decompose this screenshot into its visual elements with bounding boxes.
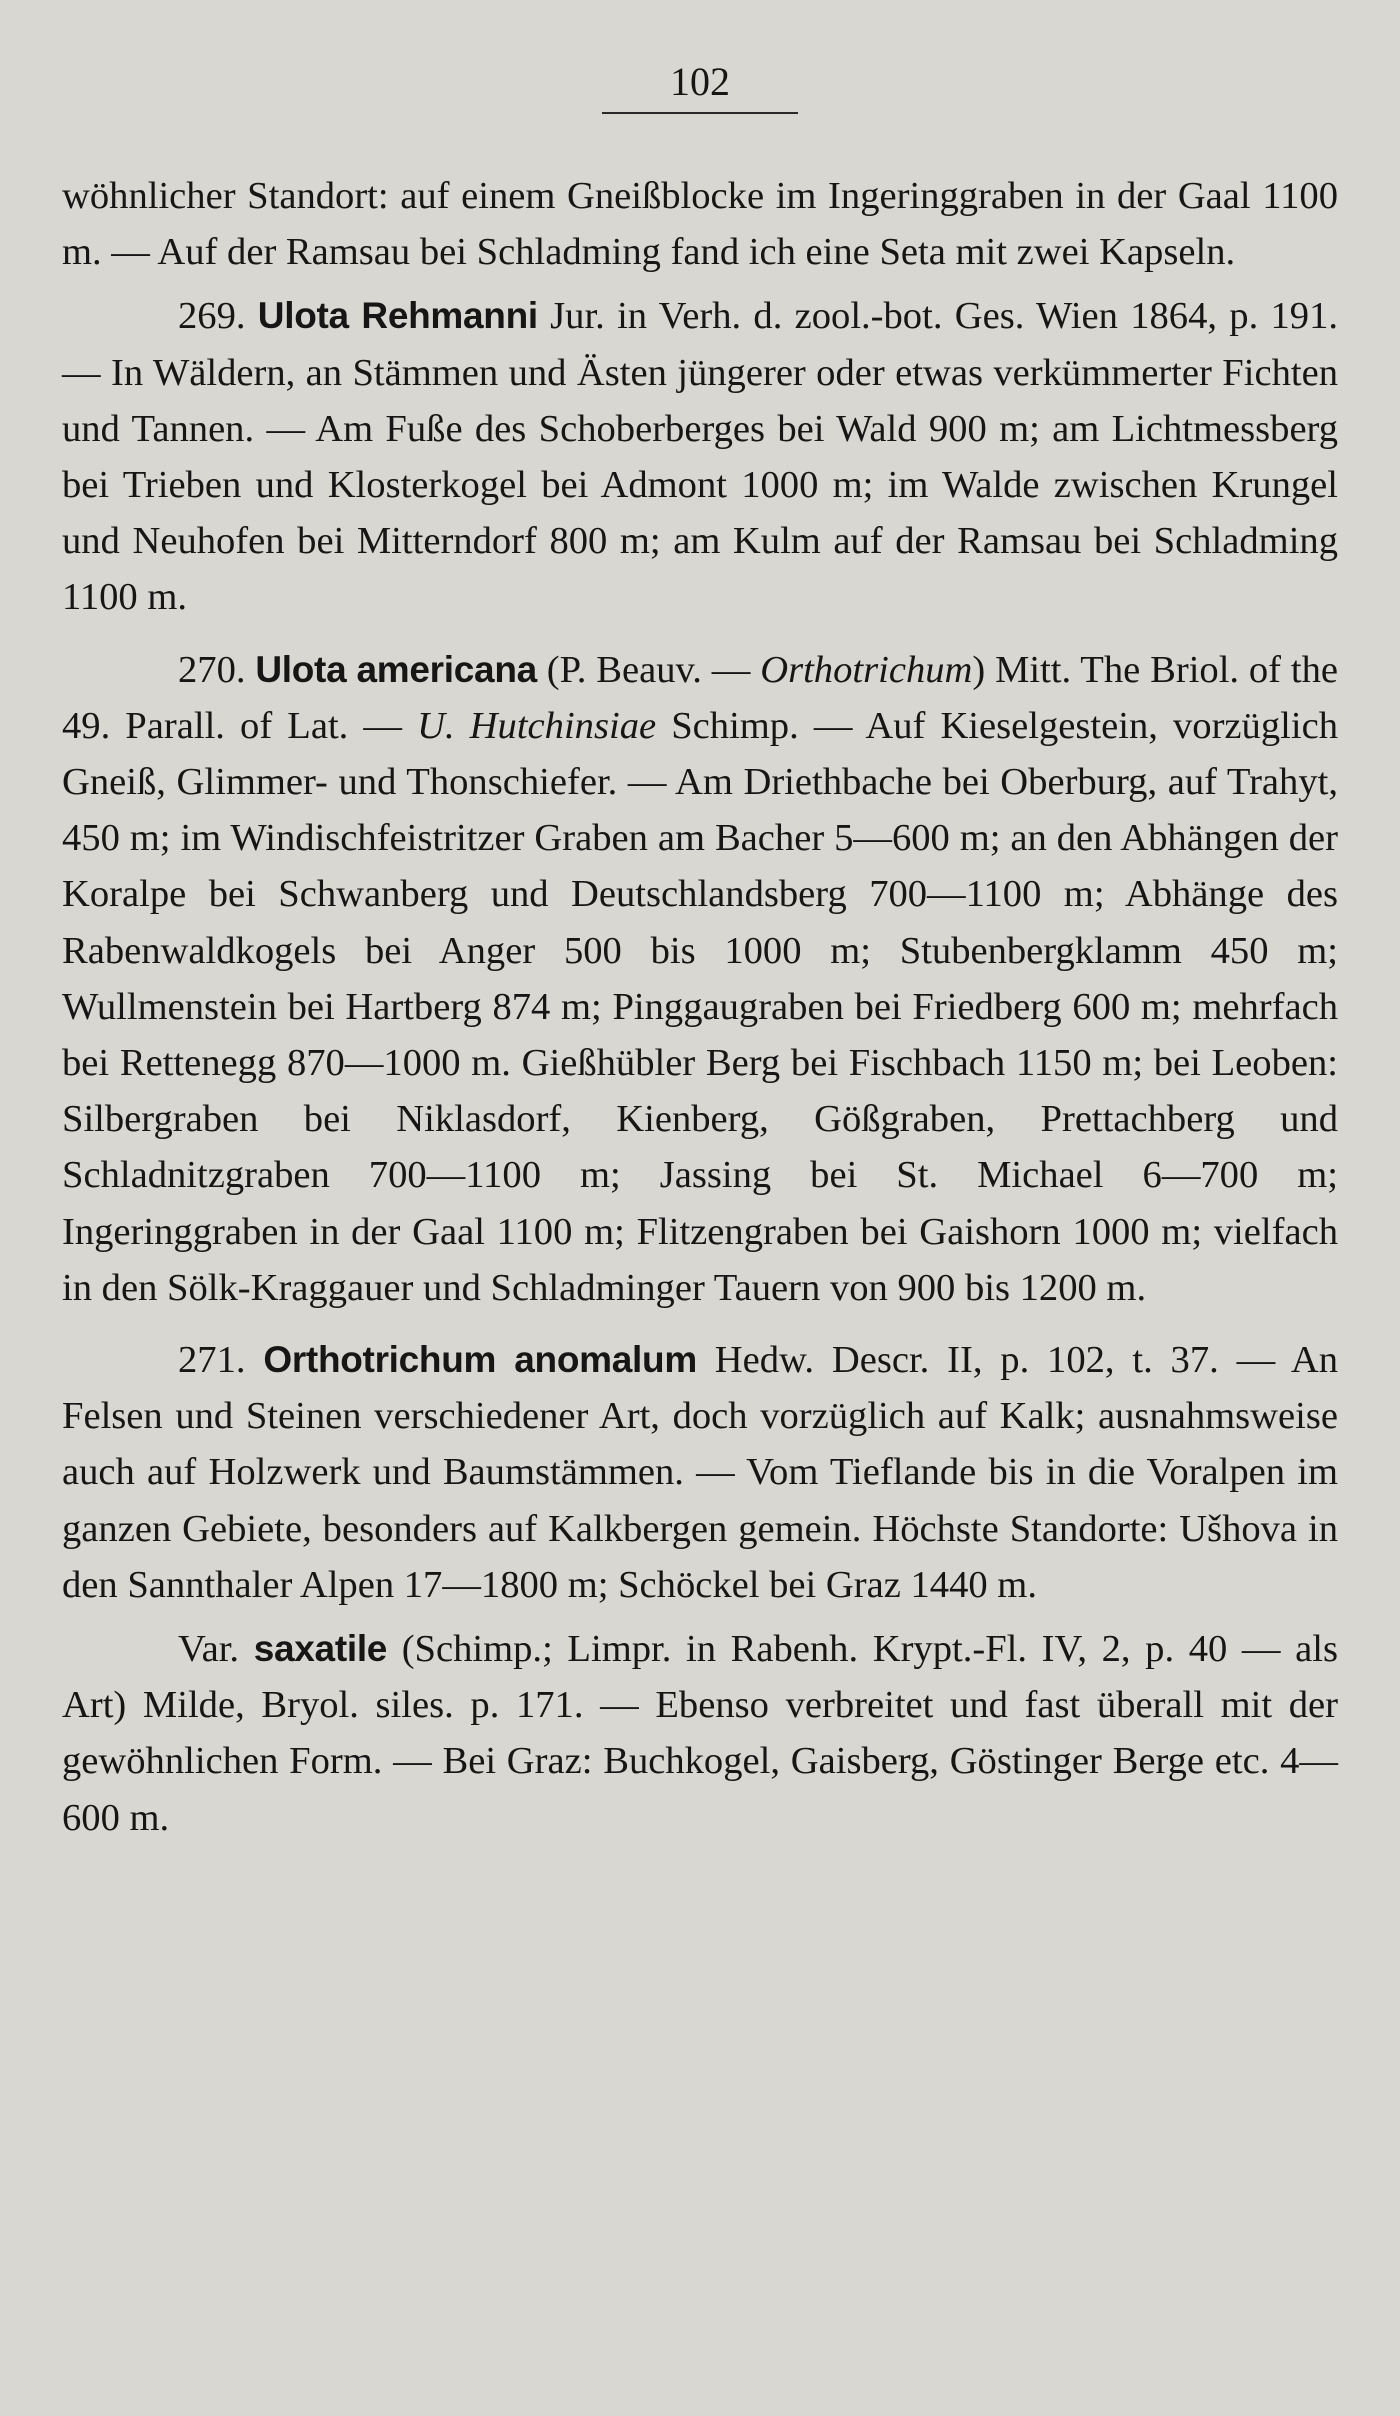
page-body (62, 168, 1338, 1846)
entry-number: Var. (178, 1628, 240, 1671)
entry-number: 271. (178, 1339, 246, 1382)
entry-number: 270. (178, 648, 246, 691)
paragraph-text: wöhnlicher Standort: auf einem Gneißblocke im Ingeringgraben in der Gaal 1100 m. — Auf der Ramsau bei Schladming fand ich eine Seta mit zwei Kapseln. (62, 175, 1338, 274)
entry-text: (Schimp.; Limpr. in Rabenh. Krypt.-Fl. IV, 2, p. 40 — als Art) Milde, Bryol. siles. p. 171. — Ebenso verbreitet und fast überall mit der gewöhnlichen Form. — Bei Graz: Buchkogel, Gaisberg, Göstinger Berge etc. 4—600 m. (62, 1628, 1338, 1839)
entry-text: Jur. in Verh. d. zool.-bot. Ges. Wien 1864, p. 191. — In Wäldern, an Stämmen und Ästen jüngerer oder etwas verkümmerter Fichten und Tannen. — Am Fuße des Schoberberges bei Wald 900 m; am Lichtmessberg bei Trieben und Klosterkogel bei Admont 1000 m; im Walde zwischen Krungel und Neuhofen bei Mitterndorf 800 m; am Kulm auf der Ramsau bei Schladming 1100 m. (62, 295, 1338, 619)
variety-entry (62, 1621, 1338, 1846)
entry-number: 269. (178, 295, 246, 338)
species-entry-270 (62, 642, 1338, 1316)
continued-paragraph (62, 168, 1338, 280)
page-number: 102 (670, 59, 730, 104)
taxon-name: Ulota Rehmanni (257, 295, 538, 337)
taxon-name: saxatile (253, 1628, 388, 1670)
italic-synonym-a: Orthotrichum (760, 648, 973, 691)
entry-text-c: Schimp. — Auf Kieselgestein, vorzüglich Gneiß, Glimmer- und Thonschiefer. — Am Driethbache bei Oberburg, auf Trahyt, 450 m; im Windischfeistritzer Graben am Bacher 5—600 m; an den Abhängen der Koralpe bei Schwanberg und Deutschlandsberg 700—1100 m; Abhänge des Rabenwaldkogels bei Anger 500 bis 1000 m; Stubenbergklamm 450 m; Wullmenstein bei Hartberg 874 m; Pinggaugraben bei Friedberg 600 m; mehrfach bei Rettenegg 870—1000 m. Gießhübler Berg bei Fischbach 1150 m; bei Leoben: Silbergraben bei Niklasdorf, Kienberg, Gößgraben, Prettachberg und Schladnitzgraben 700—1100 m; Jassing bei St. Michael 6—700 m; Ingeringgraben in der Gaal 1100 m; Flitzengraben bei Gaishorn 1000 m; vielfach in den Sölk-Kraggauer und Schladminger Tauern von 900 bis 1200 m. (62, 704, 1338, 1309)
taxon-name: Ulota americana (255, 648, 537, 690)
species-entry-269 (62, 288, 1338, 625)
header-rule (602, 112, 798, 114)
entry-text: Hedw. Descr. II, p. 102, t. 37. — An Felsen und Steinen verschiedener Art, doch vorzüglich auf Kalk; ausnahmsweise auch auf Holzwerk und Baumstämmen. — Vom Tieflande bis in die Voralpen im ganzen Gebiete, besonders auf Kalkbergen gemein. Höchste Standorte: Ušhova in den Sannthaler Alpen 17—1800 m; Schöckel bei Graz 1440 m. (62, 1339, 1338, 1606)
entry-text-a: (P. Beauv. — (546, 648, 751, 691)
italic-synonym-b: U. Hutchinsiae (417, 704, 657, 747)
species-entry-271 (62, 1332, 1338, 1613)
taxon-name: Orthotrichum anomalum (263, 1339, 697, 1381)
entry-text-b: ) Mitt. The Briol. of the 49. Parall. of Lat. — (62, 648, 1338, 747)
